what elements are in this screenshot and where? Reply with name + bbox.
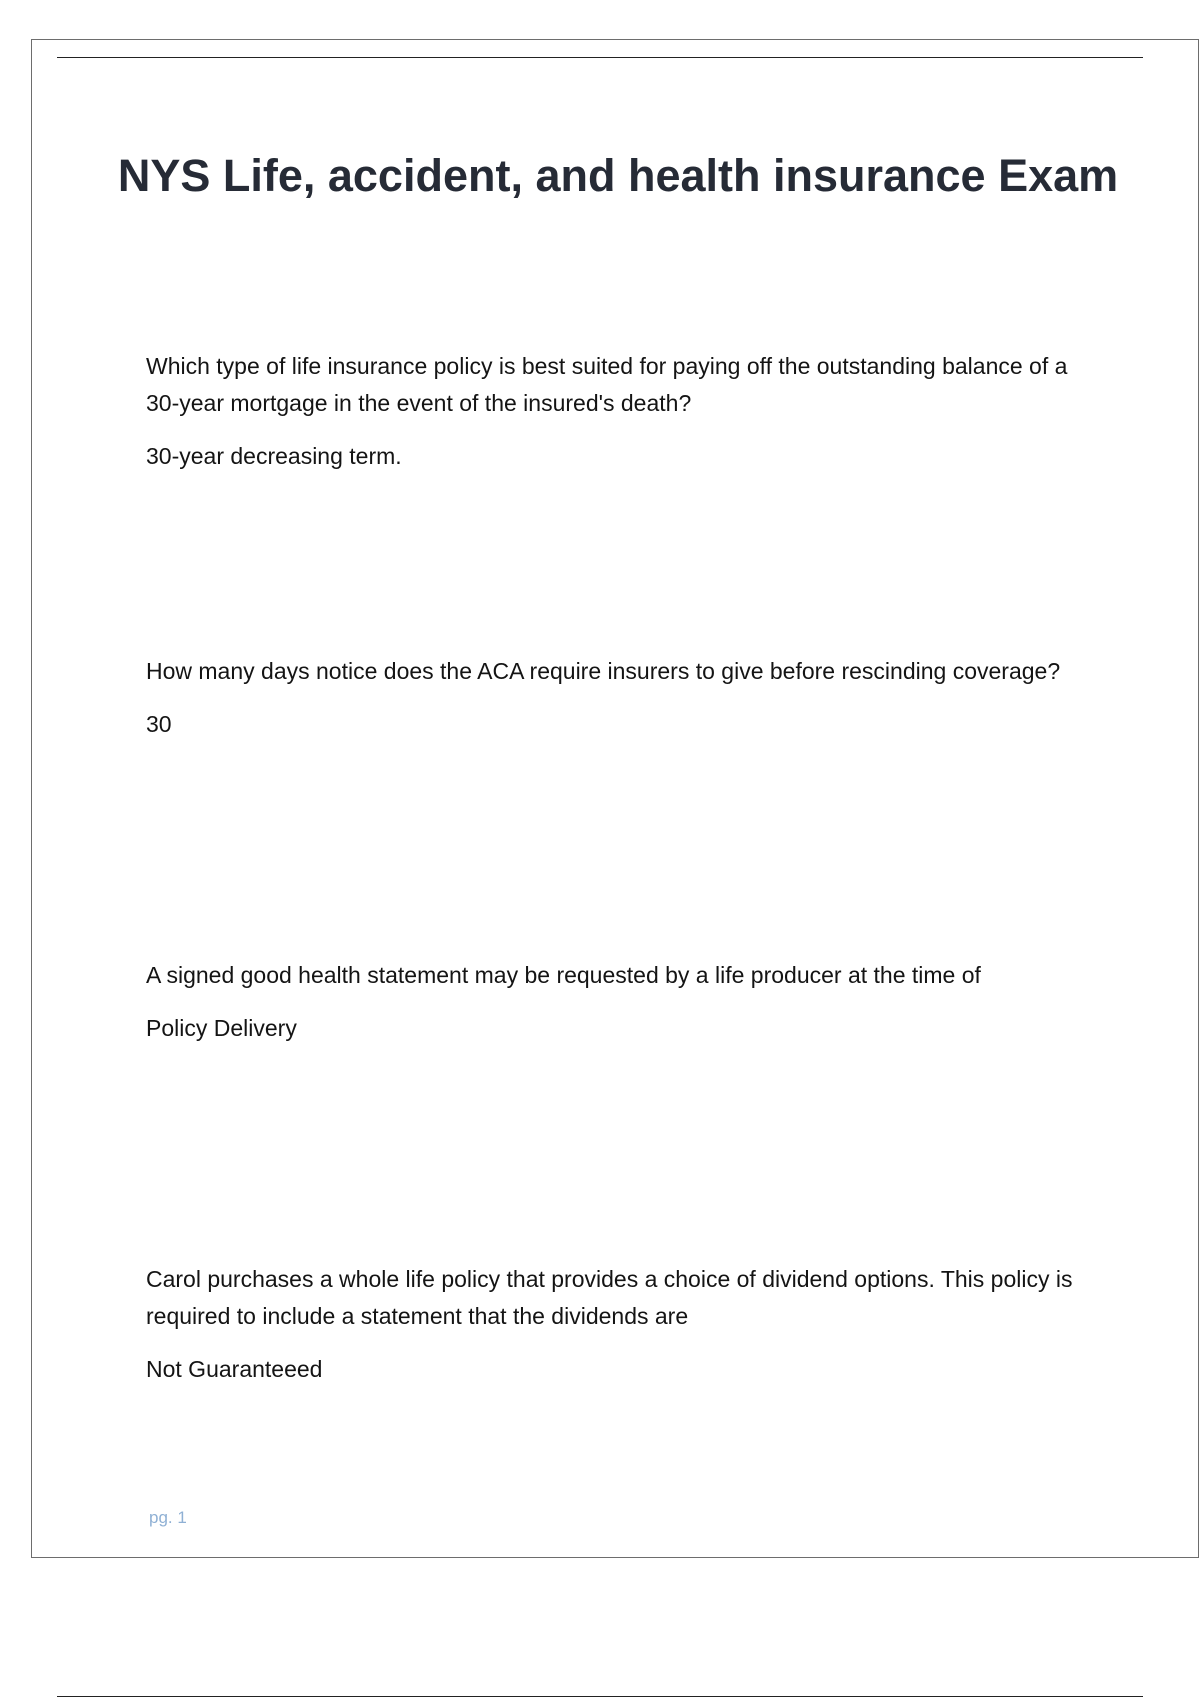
question-text: A signed good health statement may be requested by a life producer at the time of: [146, 962, 981, 988]
page-number: pg. 1: [149, 1508, 187, 1527]
answer-text: Policy Delivery: [146, 1015, 297, 1041]
answer-text: Not Guaranteeed: [146, 1356, 323, 1382]
next-page-header-rule: [57, 1696, 1143, 1697]
answer-text: 30-year decreasing term.: [146, 443, 402, 469]
document-title: NYS Life, accident, and health insurance Exam: [117, 150, 1119, 201]
qa-item: [146, 1261, 1096, 1388]
question-text: Carol purchases a whole life policy that provides a choice of dividend options. This policy is required to include a statement that the dividends are: [146, 1266, 1073, 1329]
qa-item: [146, 348, 1096, 475]
answer-text: 30: [146, 711, 172, 737]
header-rule: [57, 57, 1143, 58]
question-text: How many days notice does the ACA require insurers to give before rescinding coverage?: [146, 658, 1061, 684]
question-text: Which type of life insurance policy is best suited for paying off the outstanding balance of a 30-year mortgage in the event of the insured's death?: [146, 353, 1068, 416]
qa-item: [146, 653, 1096, 743]
qa-item: [146, 957, 1096, 1047]
